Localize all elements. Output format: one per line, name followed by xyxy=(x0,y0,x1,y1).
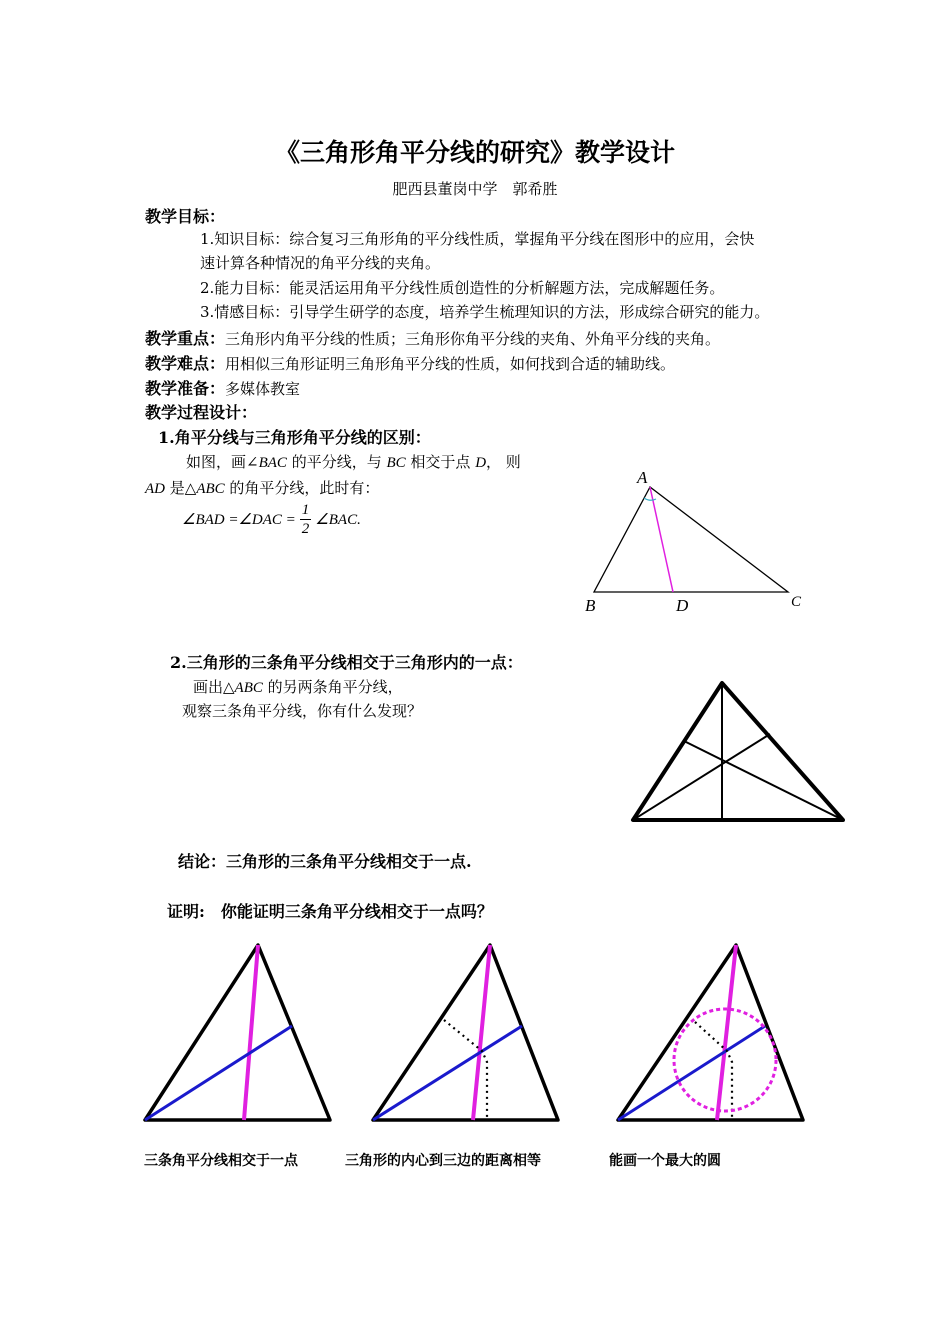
bisector-ad xyxy=(650,487,673,592)
s2-abc: ABC xyxy=(234,680,263,696)
s2-text-c: 的另两条角平分线， xyxy=(262,678,403,696)
bisector-magenta xyxy=(244,945,258,1120)
s1-ad: AD xyxy=(145,481,165,497)
bisector-magenta xyxy=(473,945,490,1120)
bisector-blue xyxy=(145,1026,292,1120)
difficulty-label: 教学难点： xyxy=(145,354,226,373)
bisector-left xyxy=(633,734,770,820)
equation-left: ∠BAD =∠DAC = xyxy=(182,512,296,528)
goal-1-line-2: 速计算各种情况的角平分线的夹角。 xyxy=(200,254,441,272)
s1-text-a: 如图，画∠ xyxy=(186,453,259,471)
bisector-equation xyxy=(182,501,361,538)
conclusion: 结论：三角形的三条角平分线相交于一点. xyxy=(178,852,472,871)
preparation-text: 多媒体教室 xyxy=(225,380,301,398)
proof-figure-2 xyxy=(368,940,563,1125)
label-a: A xyxy=(637,468,648,487)
key-point xyxy=(145,326,720,349)
triangle xyxy=(373,945,558,1120)
caption-2: 三角形的内心到三边的距离相等 xyxy=(345,1153,541,1169)
s1-text-c: 的平分线，与 xyxy=(286,453,387,471)
key-point-text: 三角形内角平分线的性质；三角形你角平分线的夹角、外角平分线的夹角。 xyxy=(225,330,721,348)
author-line: 肥西县董岗中学 郭希胜 xyxy=(392,180,558,198)
s1-text-b2: 是△ xyxy=(165,479,197,497)
bisector-blue xyxy=(618,1026,765,1120)
proof-figure-1 xyxy=(140,940,335,1125)
proof-figure-3 xyxy=(613,940,808,1125)
angle-arc xyxy=(644,498,656,500)
triangle-abc xyxy=(594,487,788,592)
triangle-abc-figure xyxy=(580,465,820,625)
s1-d: D xyxy=(475,455,487,471)
proof-question: 证明: 你能证明三条角平分线相交于一点吗？ xyxy=(167,902,493,921)
section-2-line-1 xyxy=(193,676,403,697)
goal-1-line-1: 1.知识目标：综合复习三角形角的平分线性质，掌握角平分线在图形中的应用，会快 xyxy=(200,230,755,248)
preparation xyxy=(145,376,300,399)
section-1-line-1 xyxy=(186,451,521,472)
bisector-blue xyxy=(373,1026,522,1120)
s1-bc: BC xyxy=(386,455,406,471)
key-point-label: 教学重点： xyxy=(145,329,226,348)
one-half-fraction xyxy=(300,501,312,538)
caption-1: 三条角平分线相交于一点 xyxy=(144,1153,298,1169)
section-1-heading: 1.角平分线与三角形角平分线的区别： xyxy=(158,428,431,447)
caption-3: 能画一个最大的圆 xyxy=(609,1153,721,1169)
triangle xyxy=(618,945,803,1120)
bisector-right xyxy=(684,741,843,820)
process-heading: 教学过程设计： xyxy=(145,403,258,422)
fraction-denominator: 2 xyxy=(301,521,310,537)
triangle xyxy=(145,945,330,1120)
s2-text-a: 画出△ xyxy=(193,678,235,696)
label-b: B xyxy=(585,596,596,615)
s1-abc: ABC xyxy=(196,481,225,497)
s1-text-d2: 的角平分线，此时有： xyxy=(224,479,380,497)
equation-right: ∠BAC. xyxy=(315,512,361,528)
goal-3: 3.情感目标：引导学生研学的态度，培养学生梳理知识的方法，形成综合研究的能力。 xyxy=(200,303,770,321)
section-2-line-2: 观察三条角平分线，你有什么发现？ xyxy=(182,702,423,720)
three-bisectors-figure xyxy=(620,675,860,835)
fraction-numerator: 1 xyxy=(301,502,310,518)
difficulty-text: 用相似三角形证明三角形角平分线的性质，如何找到合适的辅助线。 xyxy=(225,355,676,373)
goals-heading: 教学目标： xyxy=(145,207,226,226)
s1-text-g: ， 则 xyxy=(486,453,521,471)
goal-2: 2.能力目标：能灵活运用角平分线性质创造性的分析解题方法，完成解题任务。 xyxy=(200,279,725,297)
s1-bac: BAC xyxy=(258,455,287,471)
section-2-heading: 2.三角形的三条角平分线相交于三角形内的一点： xyxy=(170,653,523,672)
label-c: C xyxy=(791,594,802,610)
difficulty-point xyxy=(145,351,675,374)
label-d: D xyxy=(676,596,689,615)
page-title: 《三角形角平分线的研究》教学设计 xyxy=(274,138,675,167)
preparation-label: 教学准备： xyxy=(145,379,226,398)
s1-text-e: 相交于点 xyxy=(405,453,476,471)
section-1-line-2 xyxy=(145,477,379,498)
